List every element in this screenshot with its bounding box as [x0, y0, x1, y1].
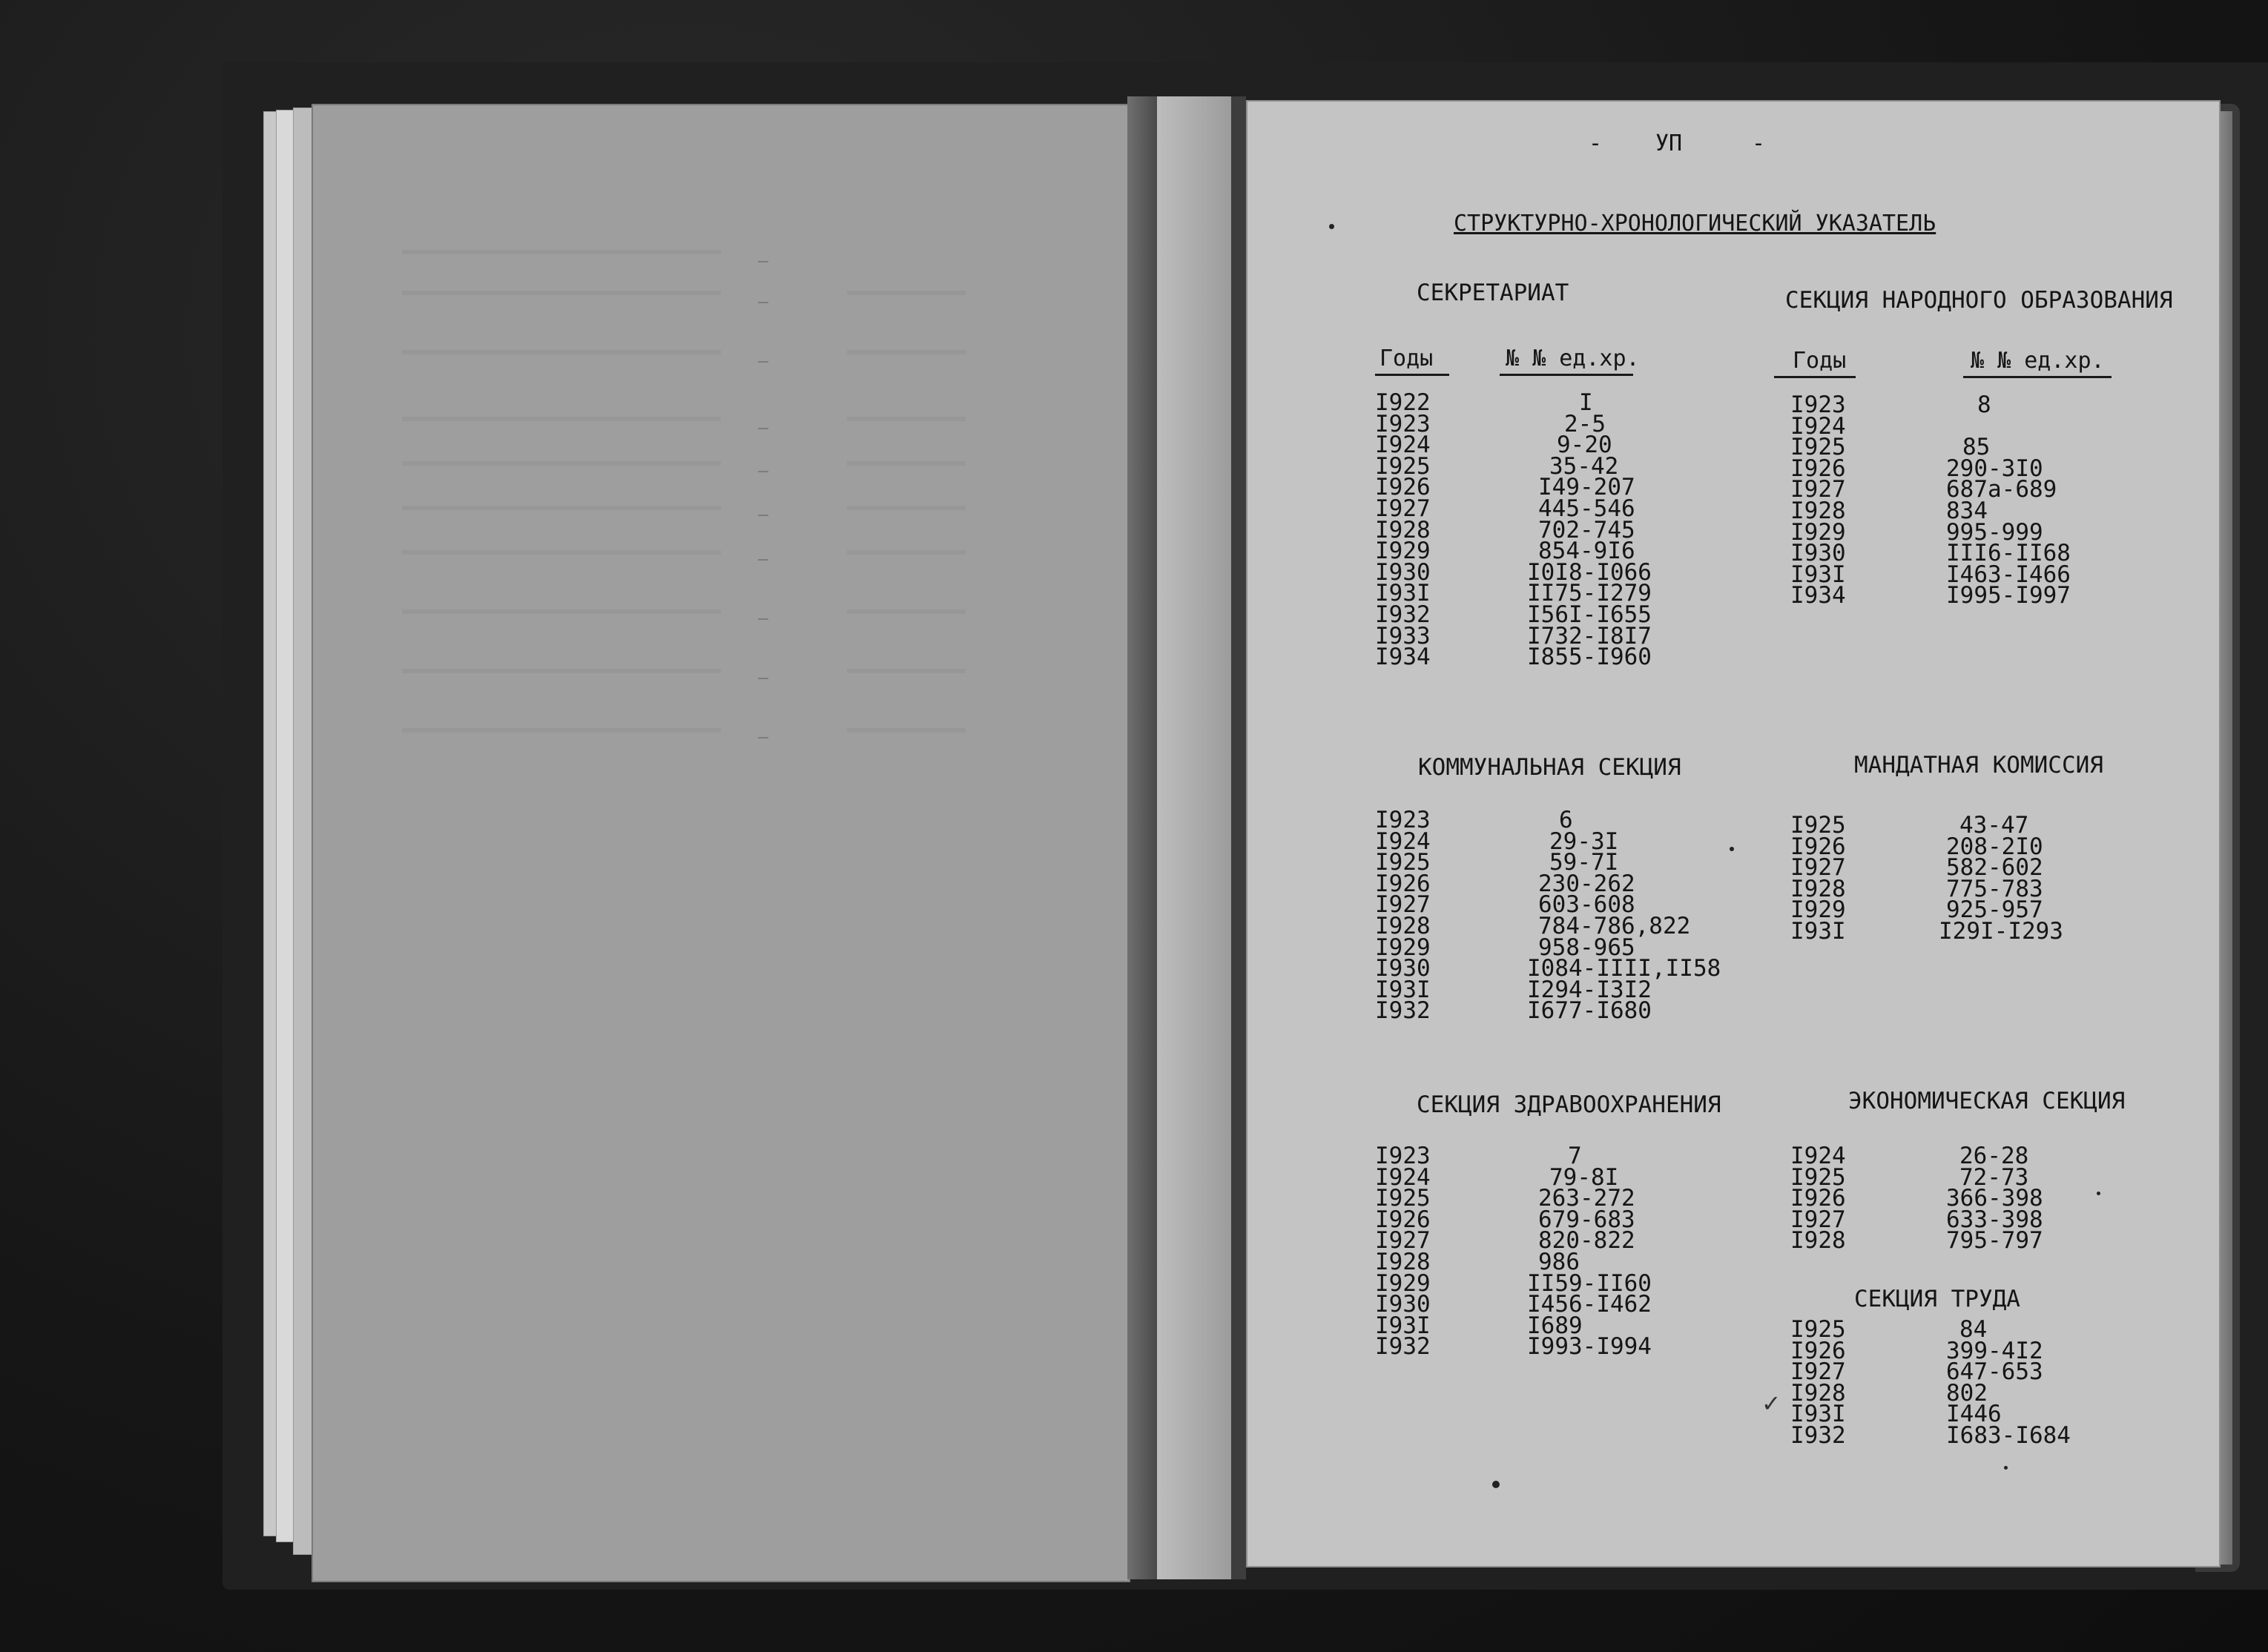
table-row: I927 687а-689: [1790, 476, 2057, 503]
ghost-line: [847, 506, 966, 510]
ghost-line: [847, 350, 966, 354]
ghost-line: [847, 417, 966, 421]
paper-speck: [1730, 847, 1734, 851]
table-row: I926 366-398: [1790, 1185, 2043, 1212]
paper-speck: [1329, 224, 1334, 229]
table-row: I93I I689: [1375, 1312, 1583, 1339]
table-row: I927 820-822: [1375, 1227, 1635, 1255]
index-title: СТРУКТУРНО-ХРОНОЛОГИЧЕСКИЙ УКАЗАТЕЛЬ: [1454, 211, 1936, 237]
table-row: I929 995-999: [1790, 518, 2043, 546]
ghost-line: [847, 291, 966, 295]
table-row: I932 I993-I994: [1375, 1333, 1652, 1361]
table-row: I932 I683-I684: [1790, 1421, 2071, 1449]
col-header-underline: [1774, 376, 1856, 378]
gutter-fold: [1157, 96, 1231, 1579]
col-header-years: Годы: [1379, 346, 1434, 371]
table-row: I924 29-3I: [1375, 827, 1619, 855]
table-row: I927 445-546: [1375, 495, 1635, 522]
table-row: I923 8: [1790, 391, 1991, 418]
col-header-underline: [1375, 374, 1449, 376]
table-row: I934 I995-I997: [1790, 582, 2071, 609]
table-row: I930 I456-I462: [1375, 1291, 1652, 1318]
table-row: I929 854-9I6: [1375, 538, 1635, 565]
table-row: I924 26-28: [1790, 1143, 2029, 1169]
table-row: I93I I294-I3I2: [1375, 976, 1652, 1003]
ghost-dash: [758, 678, 768, 679]
table-row: I926 230-262: [1375, 870, 1635, 897]
ghost-line: [847, 609, 966, 614]
table-row: I93I II75-I279: [1375, 580, 1652, 607]
section-title-sekretariat: СЕКРЕТАРИАТ: [1417, 280, 1569, 306]
ghost-dash: [758, 302, 768, 303]
table-row: I928 986: [1375, 1248, 1580, 1275]
col-header-units: № № ед.хр.: [1971, 348, 2105, 374]
table-row: I925 85: [1790, 434, 1991, 461]
table-narobraz: [1790, 391, 2071, 609]
ghost-line: [402, 550, 721, 555]
table-row: I925 43-47: [1790, 812, 2029, 839]
ghost-line: [402, 250, 721, 254]
page-number: УП: [1655, 130, 1683, 156]
table-row: I926 290-3I0: [1790, 455, 2043, 482]
table-row: I928 802: [1790, 1379, 1988, 1407]
table-row: I930 III6-II68: [1790, 540, 2071, 567]
ghost-line: [402, 669, 721, 673]
table-row: I928 795-797: [1790, 1227, 2043, 1255]
table-row: I925 35-42: [1375, 452, 1619, 480]
ghost-dash: [758, 471, 768, 472]
col-header-underline: [1963, 376, 2112, 378]
table-row: I926 399-4I2: [1790, 1337, 2043, 1364]
table-row: I93I I463-I466: [1790, 561, 2071, 588]
table-row: I929 II59-II60: [1375, 1269, 1652, 1297]
ghost-dash: [758, 618, 768, 620]
table-row: I928 702-745: [1375, 516, 1635, 543]
table-mandat: [1790, 812, 2063, 945]
ghost-dash: [758, 428, 768, 429]
table-row: I929 925-957: [1790, 896, 2043, 924]
table-row: I93I I446: [1790, 1401, 2002, 1428]
col-header-units: № № ед.хр.: [1506, 346, 1640, 371]
paper-speck: [2097, 1192, 2100, 1195]
table-row: I932 I677-I680: [1375, 997, 1652, 1025]
handwritten-check-mark: ✓: [1763, 1388, 1779, 1418]
table-row: I922 I: [1375, 389, 1593, 416]
left-page-blank: [311, 104, 1130, 1582]
table-row: I930 I084-IIII,II58: [1375, 955, 1721, 982]
table-row: I927 633-398: [1790, 1206, 2043, 1233]
section-title-kommunal: КОММУНАЛЬНАЯ СЕКЦИЯ: [1418, 754, 1681, 781]
page-number-dash-left: -: [1589, 130, 1603, 156]
table-row: I927 603-608: [1375, 891, 1635, 919]
ghost-line: [847, 550, 966, 555]
table-row: I928 775-783: [1790, 875, 2043, 902]
ghost-line: [847, 669, 966, 673]
table-sekretariat: [1375, 389, 1652, 671]
ghost-dash: [758, 361, 768, 363]
ghost-line: [402, 461, 721, 466]
section-title-trud: СЕКЦИЯ ТРУДА: [1854, 1286, 2020, 1312]
table-row: I927 647-653: [1790, 1358, 2043, 1386]
table-row: I928 834: [1790, 497, 1988, 524]
table-row: I933 I732-I8I7: [1375, 622, 1652, 650]
table-row: I923 2-5: [1375, 410, 1606, 437]
table-row: I925 72-73: [1790, 1163, 2029, 1191]
table-row: I924 79-8I: [1375, 1163, 1619, 1191]
ghost-line: [402, 609, 721, 614]
table-ekonom: [1790, 1143, 2043, 1255]
table-row: I930 I0I8-I066: [1375, 558, 1652, 586]
ghost-line: [402, 417, 721, 421]
col-header-years: Годы: [1793, 348, 1847, 374]
table-row: I926 208-2I0: [1790, 833, 2043, 860]
table-trud: [1790, 1316, 2071, 1449]
section-title-mandat: МАНДАТНАЯ КОМИССИЯ: [1854, 752, 2103, 779]
ghost-line: [402, 350, 721, 354]
page-number-dash-right: -: [1752, 130, 1766, 156]
table-row: I923 7: [1375, 1143, 1582, 1169]
table-row: I93I I29I-I293: [1790, 917, 2063, 945]
gutter-crease: [1231, 96, 1246, 1579]
table-row: I927 582-602: [1790, 854, 2043, 882]
table-row: I925 59-7I: [1375, 849, 1619, 876]
table-row: I932 I56I-I655: [1375, 601, 1652, 628]
table-row: I925 263-272: [1375, 1185, 1635, 1212]
table-kommunal: [1375, 807, 1721, 1025]
right-page: [1246, 100, 2221, 1567]
table-zdrav: [1375, 1143, 1652, 1361]
ghost-dash: [758, 515, 768, 516]
paper-speck: [1492, 1481, 1500, 1488]
gutter-shadow: [1127, 96, 1157, 1579]
section-title-ekonom: ЭКОНОМИЧЕСКАЯ СЕКЦИЯ: [1848, 1088, 2126, 1114]
section-title-zdrav: СЕКЦИЯ ЗДРАВООХРАНЕНИЯ: [1417, 1091, 1721, 1118]
ghost-line: [847, 461, 966, 466]
ghost-dash: [758, 261, 768, 262]
table-row: I924 9-20: [1375, 432, 1612, 459]
table-row: I926 I49-207: [1375, 474, 1635, 501]
ghost-line: [402, 291, 721, 295]
table-row: I928 784-786,822: [1375, 912, 1691, 939]
ghost-dash: [758, 559, 768, 561]
section-title-narobraz: СЕКЦИЯ НАРОДНОГО ОБРАЗОВАНИЯ: [1785, 287, 2173, 314]
table-row: I929 958-965: [1375, 934, 1635, 961]
table-row: I923 6: [1375, 807, 1573, 833]
ghost-line: [402, 506, 721, 510]
ghost-dash: [758, 737, 768, 739]
table-row: I926 679-683: [1375, 1206, 1635, 1233]
table-row: I924: [1790, 412, 1846, 440]
table-row: I934 I855-I960: [1375, 644, 1652, 671]
paper-speck: [2004, 1466, 2008, 1470]
ghost-line: [402, 728, 721, 733]
col-header-underline: [1500, 374, 1633, 376]
ghost-line: [847, 728, 966, 733]
table-row: I925 84: [1790, 1316, 1988, 1343]
